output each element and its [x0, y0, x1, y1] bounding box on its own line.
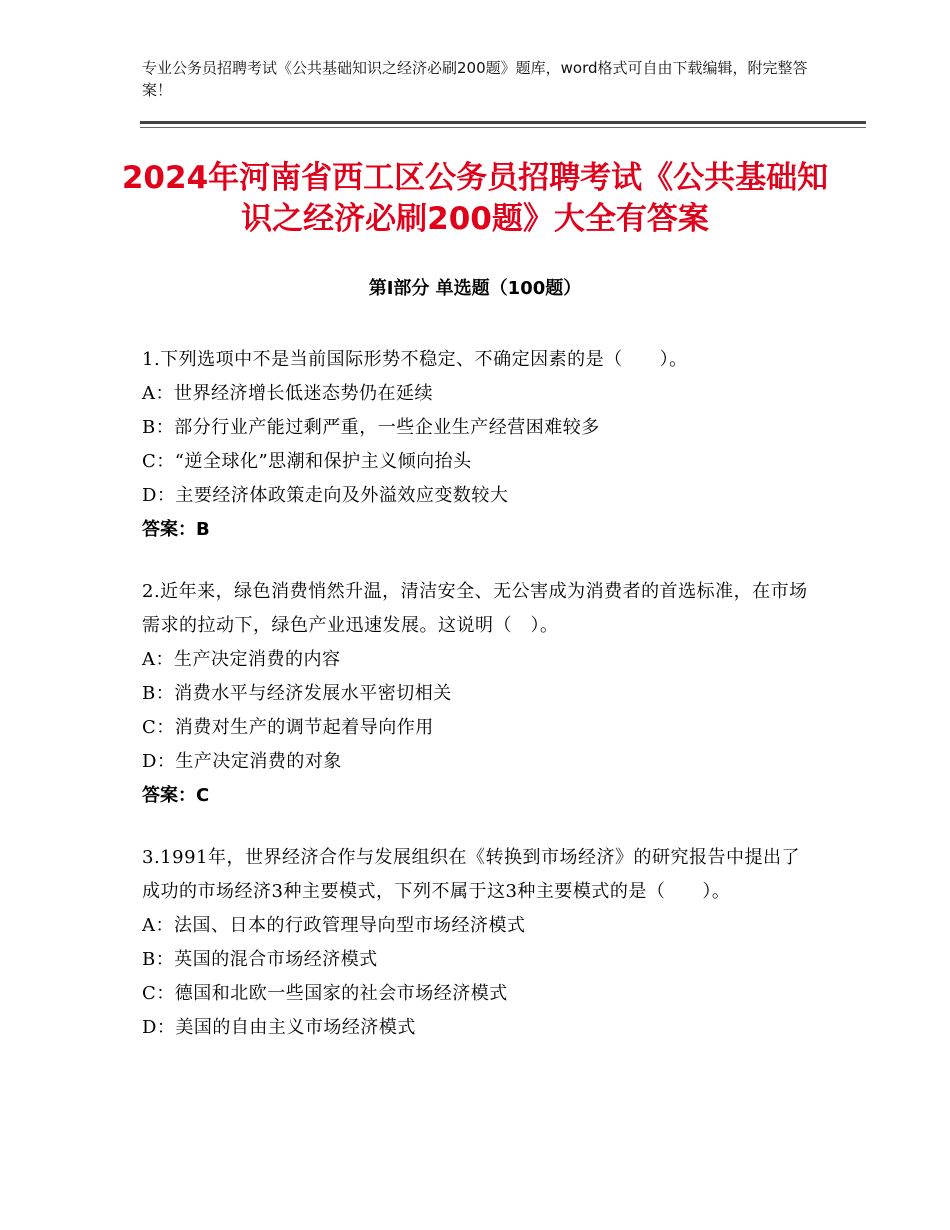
- question-stem: 3.1991年，世界经济合作与发展组织在《转换到市场经济》的研究报告中提出了成功的市场经济3种主要模式，下列不属于这3种主要模式的是（ ）。: [142, 847, 800, 902]
- answer: 答案：B: [142, 519, 210, 540]
- option-b: B：消费水平与经济发展水平密切相关: [142, 683, 452, 704]
- document-title: 2024年河南省西工区公务员招聘考试《公共基础知识之经济必刷200题》大全有答案: [121, 160, 829, 237]
- answer: 答案：C: [142, 785, 210, 806]
- option-a: A：法国、日本的行政管理导向型市场经济模式: [142, 915, 526, 936]
- option-d: D：生产决定消费的对象: [142, 751, 342, 772]
- option-d: D：主要经济体政策走向及外溢效应变数较大: [142, 485, 509, 506]
- option-b: B：部分行业产能过剩严重，一些企业生产经营困难较多: [142, 417, 600, 438]
- option-b: B：英国的混合市场经济模式: [142, 949, 378, 970]
- question-list: [142, 343, 812, 1073]
- header-divider-thick: [140, 121, 866, 124]
- header-divider-thin: [140, 127, 866, 128]
- question-stem: 1.下列选项中不是当前国际形势不稳定、不确定因素的是（ ）。: [142, 349, 688, 370]
- header-note: 专业公务员招聘考试《公共基础知识之经济必刷200题》题库，word格式可自由下载编辑，附完整答案！: [142, 59, 808, 99]
- option-c: C：德国和北欧一些国家的社会市场经济模式: [142, 983, 508, 1004]
- option-a: A：世界经济增长低迷态势仍在延续: [142, 383, 433, 404]
- option-c: C：“逆全球化”思潮和保护主义倾向抬头: [142, 451, 472, 472]
- question-3: [142, 841, 812, 1045]
- question-stem: 2.近年来，绿色消费悄然升温，清洁安全、无公害成为消费者的首选标准，在市场需求的拉动下，绿色产业迅速发展。这说明（ ）。: [142, 581, 808, 636]
- question-1: [142, 343, 812, 547]
- option-a: A：生产决定消费的内容: [142, 649, 341, 670]
- section-title: 第Ⅰ部分 单选题（100题）: [368, 278, 582, 299]
- question-2: [142, 575, 812, 813]
- option-c: C：消费对生产的调节起着导向作用: [142, 717, 434, 738]
- option-d: D：美国的自由主义市场经济模式: [142, 1017, 416, 1038]
